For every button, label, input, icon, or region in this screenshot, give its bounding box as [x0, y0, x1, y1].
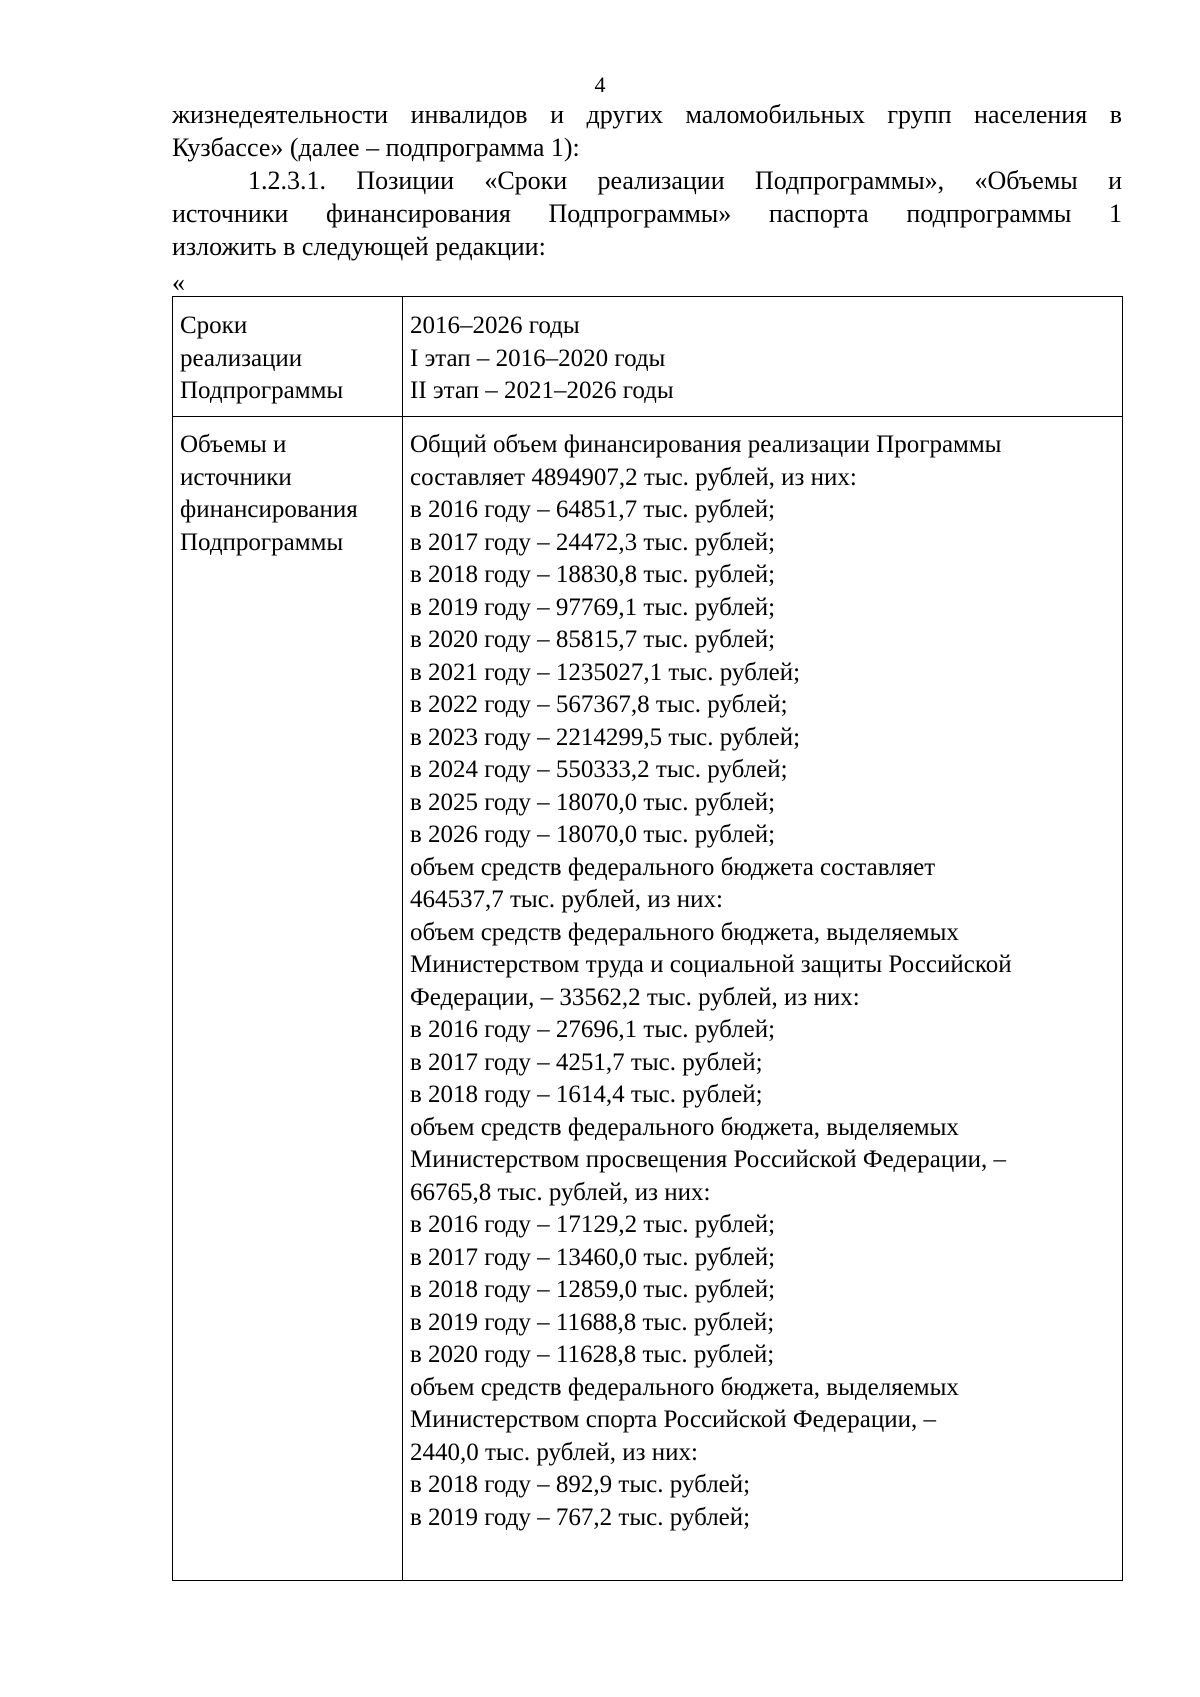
value-line: в 2017 году – 13460,0 тыс. рублей; [410, 1243, 776, 1271]
subprogram-passport-table [172, 296, 1123, 1581]
label-line: источники [180, 463, 292, 491]
label-line: финансирования [180, 496, 358, 523]
value-line: в 2016 году – 27696,1 тыс. рублей; [410, 1016, 776, 1043]
value-line: объем средств федерального бюджета, выделяемых [410, 1373, 959, 1401]
value-line: составляет 4894907,2 тыс. рублей, из них: [410, 463, 857, 491]
value-line: в 2026 году – 18070,0 тыс. рублей; [410, 821, 776, 848]
intro-line: источники финансирования Подпрограммы» паспорта подпрограммы 1 [172, 199, 1122, 228]
value-line: в 2023 году – 2214299,5 тыс. рублей; [410, 723, 801, 751]
value-line: в 2019 году – 767,2 тыс. рублей; [410, 1503, 751, 1531]
value-line: 464537,7 тыс. рублей, из них: [410, 886, 723, 913]
value-line: в 2020 году – 85815,7 тыс. рублей; [410, 626, 776, 653]
row-value-funding-sources [410, 429, 1012, 1534]
intro-text [172, 98, 1122, 263]
page-number: 4 [594, 72, 606, 97]
value-line: Министерством спорта Российской Федерации, – [410, 1406, 936, 1433]
value-line: в 2017 году – 4251,7 тыс. рублей; [410, 1048, 763, 1076]
value-line: Министерством просвещения Российской Федерации, – [410, 1146, 1006, 1173]
value-line: в 2018 году – 892,9 тыс. рублей; [410, 1471, 751, 1498]
column-divider [402, 297, 403, 1580]
row-value-implementation-period [410, 310, 674, 408]
intro-line: Кузбассе» (далее – подпрограмма 1): [172, 133, 580, 162]
value-line: I этап – 2016–2020 годы [410, 344, 666, 372]
label-line: Сроки [180, 312, 248, 339]
value-line: Министерством труда и социальной защиты Российской [410, 951, 1012, 978]
value-line: в 2024 году – 550333,2 тыс. рублей; [410, 756, 788, 783]
value-line: II этап – 2021–2026 годы [410, 377, 674, 404]
value-line: в 2016 году – 64851,7 тыс. рублей; [410, 496, 776, 523]
value-line: в 2018 году – 18830,8 тыс. рублей; [410, 561, 776, 588]
label-line: Объемы и [180, 431, 287, 458]
value-line: Общий объем финансирования реализации Программы [410, 431, 1002, 458]
value-line: в 2019 году – 11688,8 тыс. рублей; [410, 1308, 775, 1336]
value-line: в 2025 году – 18070,0 тыс. рублей; [410, 788, 776, 816]
value-line: в 2017 году – 24472,3 тыс. рублей; [410, 528, 776, 556]
value-line: в 2020 году – 11628,8 тыс. рублей; [410, 1341, 775, 1368]
label-line: Подпрограммы [180, 528, 344, 556]
value-line: объем средств федерального бюджета составляет [410, 853, 936, 881]
value-line: в 2022 году – 567367,8 тыс. рублей; [410, 691, 788, 718]
value-line: в 2018 году – 1614,4 тыс. рублей; [410, 1081, 763, 1108]
value-line: в 2021 году – 1235027,1 тыс. рублей; [410, 658, 801, 686]
value-line: 66765,8 тыс. рублей, из них: [410, 1178, 711, 1206]
row-label-implementation-period [180, 310, 343, 408]
label-line: Подпрограммы [180, 377, 344, 404]
value-line: в 2019 году – 97769,1 тыс. рублей; [410, 593, 776, 621]
intro-line: 1.2.3.1. Позиции «Сроки реализации Подпрограммы», «Объемы и [248, 166, 1122, 195]
value-line: в 2016 году – 17129,2 тыс. рублей; [410, 1211, 776, 1238]
row-label-funding-sources [180, 429, 358, 559]
intro-line: изложить в следующей редакции: [172, 232, 546, 261]
intro-line: жизнедеятельности инвалидов и других маломобильных групп населения в [172, 100, 1122, 129]
row-divider [173, 416, 1122, 417]
label-line: реализации [180, 344, 303, 372]
value-line: в 2018 году – 12859,0 тыс. рублей; [410, 1276, 776, 1303]
value-line: объем средств федерального бюджета, выделяемых [410, 918, 959, 946]
value-line: 2016–2026 годы [410, 312, 580, 339]
value-line: объем средств федерального бюджета, выделяемых [410, 1113, 959, 1141]
opening-quote: « [172, 268, 185, 297]
value-line: Федерации, – 33562,2 тыс. рублей, из них: [410, 983, 860, 1011]
value-line: 2440,0 тыс. рублей, из них: [410, 1438, 698, 1466]
